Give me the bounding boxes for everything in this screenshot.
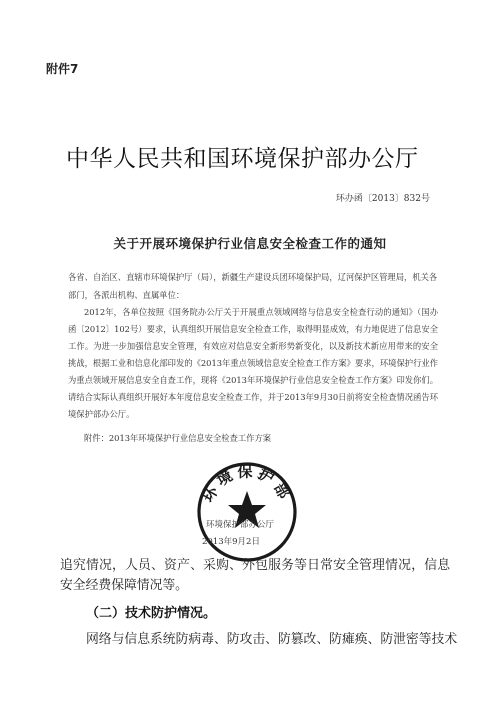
signing-office: 环境保护部办公厅 bbox=[206, 520, 275, 530]
section-paragraph-text: 追究情况，人员、资产、采购、外包服务等日常安全管理情况，信息安全经费保障情况等。 bbox=[60, 558, 450, 593]
notice-body bbox=[68, 304, 438, 423]
document-number: 环办函〔2013〕832号 bbox=[335, 194, 430, 204]
attachment-label: 附件7 bbox=[46, 62, 79, 76]
section-paragraph bbox=[60, 556, 450, 596]
addressee-line: 各省、自治区、直辖市环境保护厅（局），新疆生产建设兵团环境保护局，辽河保护区管理局，机关各部门，各派出机构、直属单位： bbox=[68, 272, 438, 300]
attachment-reference: 附件：2013年环境保护行业信息安全检查工作方案 bbox=[84, 433, 272, 443]
section-heading: （二）技术防护情况。 bbox=[86, 606, 217, 621]
issuer-heading: 中华人民共和国环境保护部办公厅 bbox=[66, 146, 419, 172]
official-seal bbox=[196, 461, 298, 563]
seal-lettering: 环境保护部 bbox=[198, 462, 296, 506]
section-paragraph-2: 网络与信息系统防病毒、防攻击、防篡改、防瘫痪、防泄密等技术 bbox=[86, 632, 458, 647]
notice-title: 关于开展环境保护行业信息安全检查工作的通知 bbox=[113, 236, 387, 251]
notice-body-paragraph: 2012年，各单位按照《国务院办公厅关于开展重点领域网络与信息安全检查行动的通知》（国办函〔2012〕102号）要求，认真组织开展信息安全检查工作，取得明显成效，有力地促进了信息安全工作。为进一步加强信息安全管理，有效应对信息安全新形势新变化，以及新技术新应用带来的安全挑战，根据工业和信息化部印发的《2013年重点领域信息安全检查工作方案》要求，环境保护行业作为重点领域开展信息安全自查工作，现将《2013年环境保护行业信息安全检查工作方案》印发你们。请结合实际认真组织开展好本年度信息安全检查工作，并于2013年9月30日前将安全检查情况函告环境保护部办公厅。 bbox=[68, 307, 438, 419]
signing-date: 2013年9月2日 bbox=[202, 537, 260, 547]
